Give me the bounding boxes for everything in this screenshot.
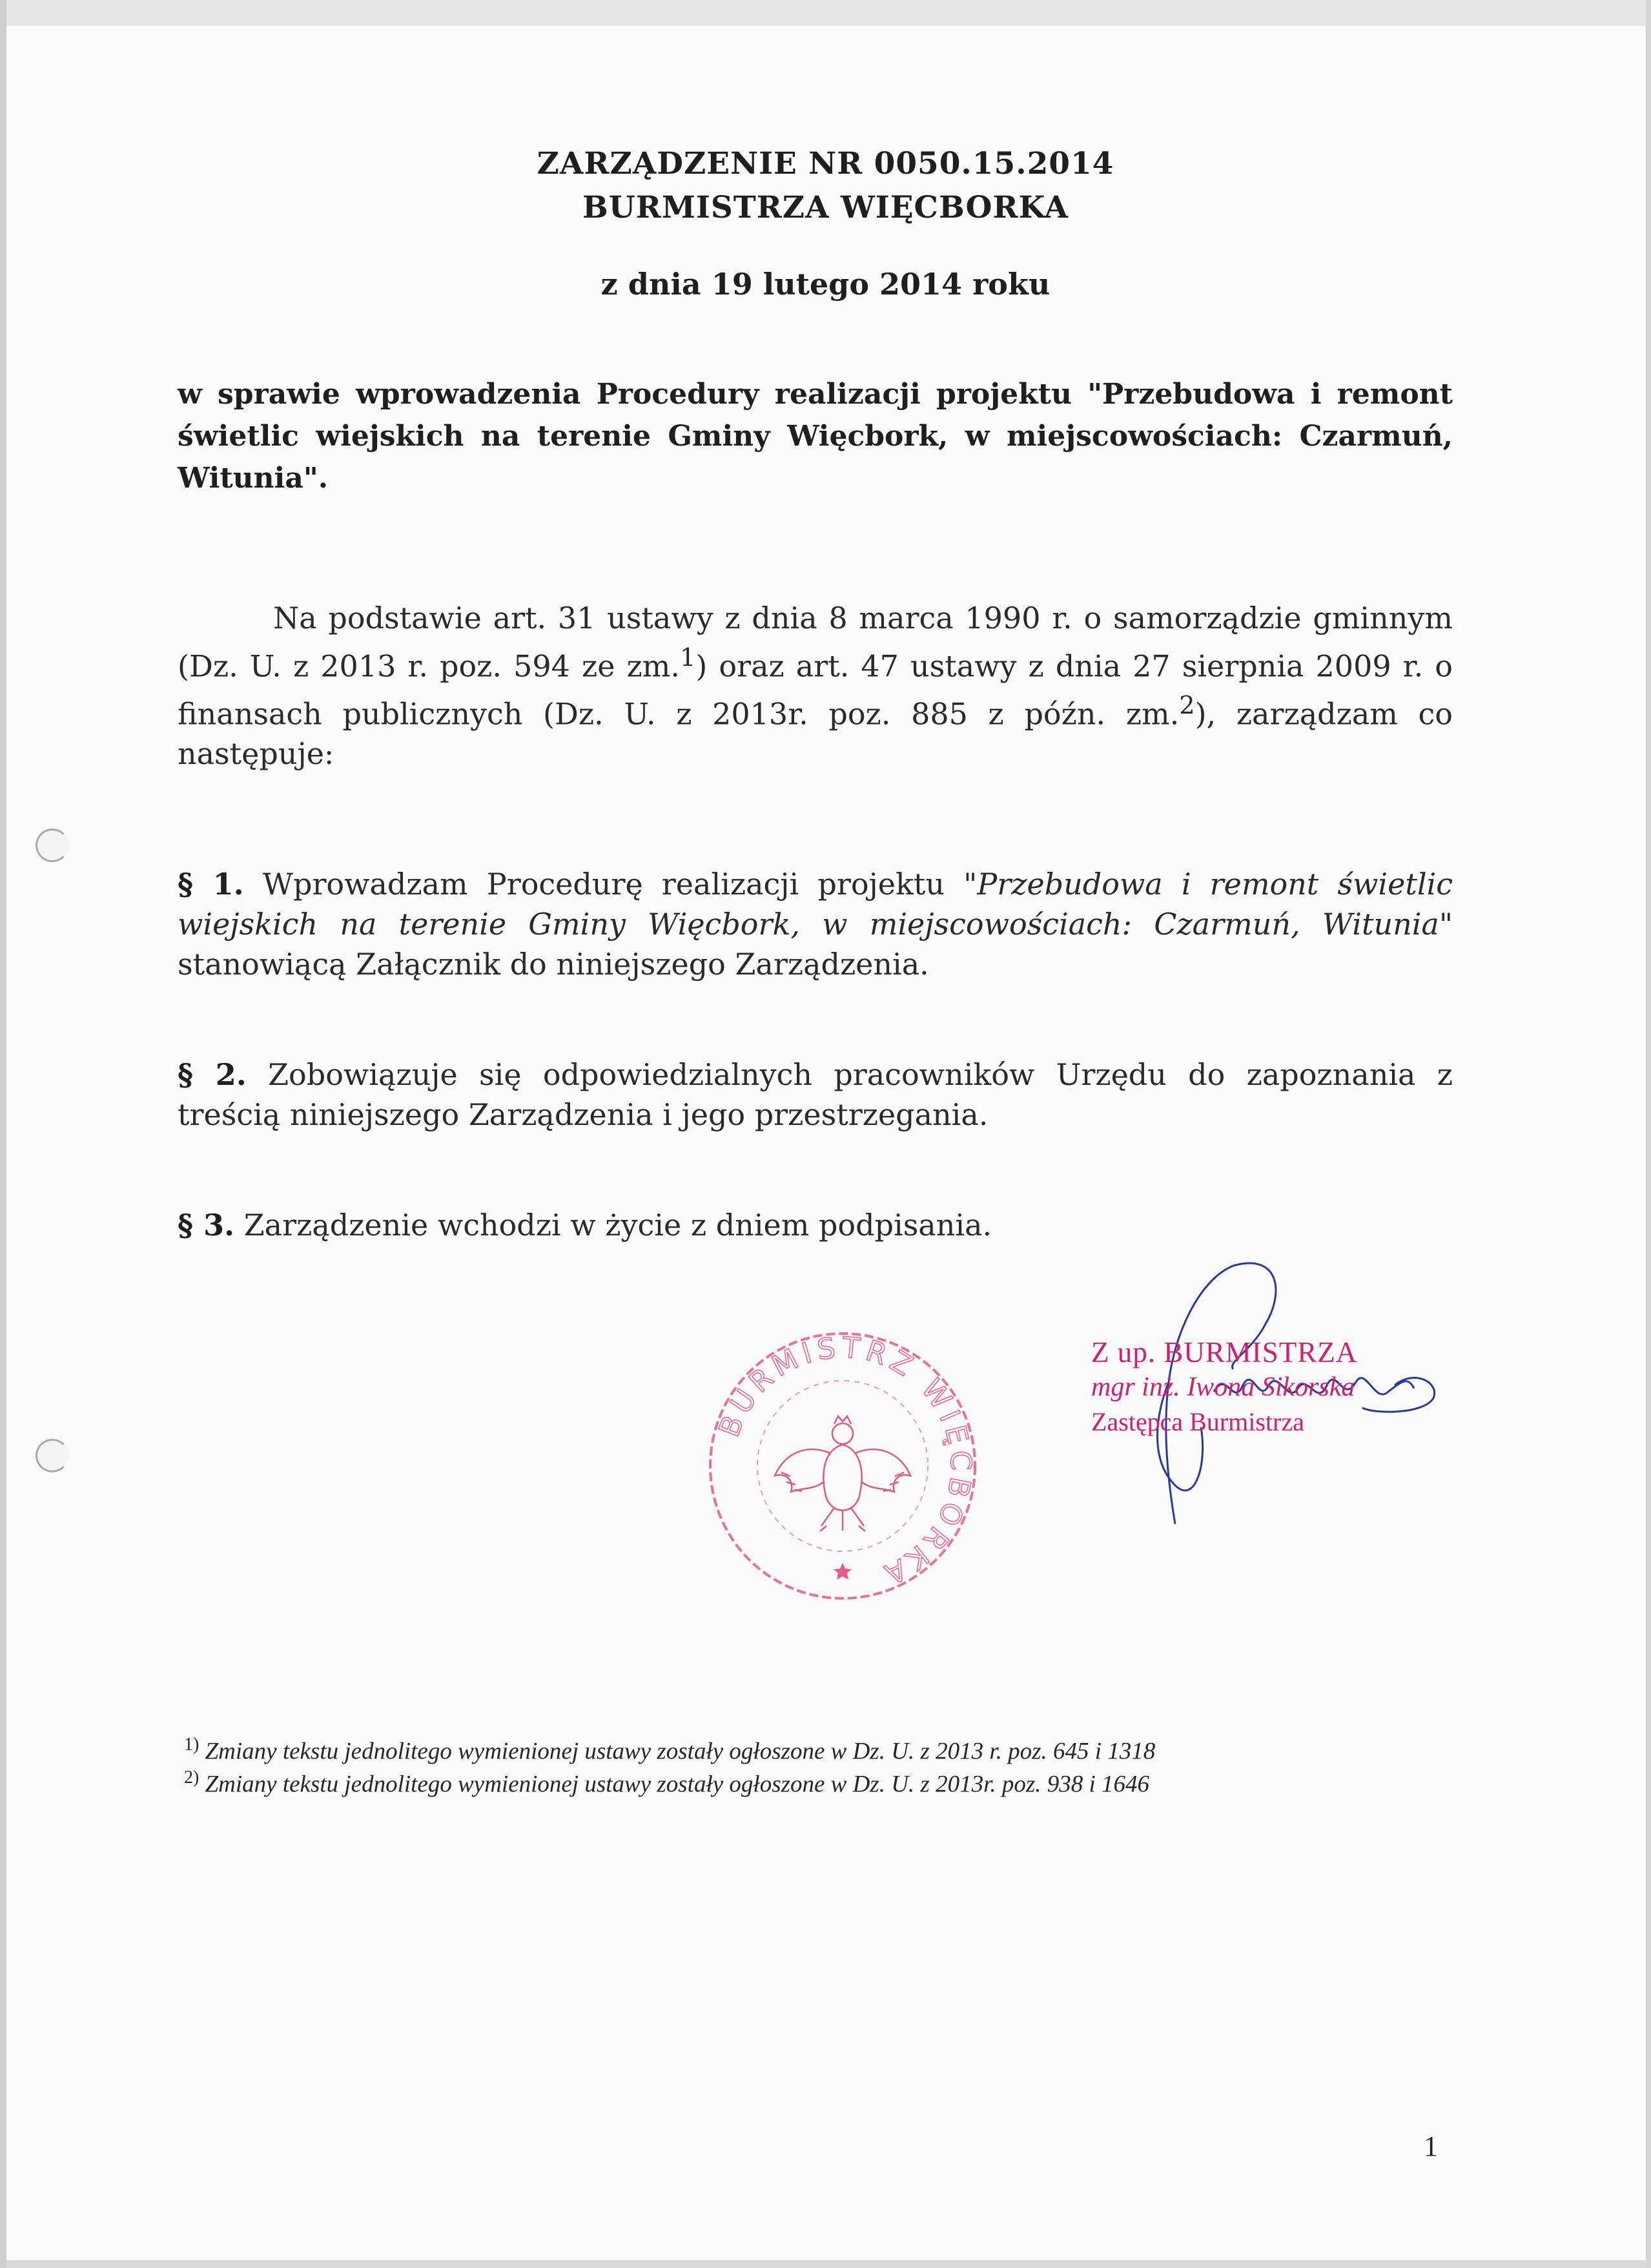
footnote-ref-1: 1 [679,643,696,672]
seal-text: BURMISTRZ WIĘCBORKA [712,1331,978,1593]
legal-basis-part2: ) oraz art. 47 ustawy z dnia 27 sierpnia 2009 r. o finansach publicznych (Dz. U. z 2013r. poz. 885 z późn. zm. [178,648,1453,732]
seal-graphic [697,1321,988,1611]
punch-hole-bottom [36,1439,69,1472]
paragraph-3 [178,1205,1453,1245]
paragraph-3-text: Zarządzenie wchodzi w życie z dniem podpisania. [243,1208,992,1242]
document-number: ZARZĄDZENIE NR 0050.15.2014 [537,146,1114,181]
legal-basis [178,599,1453,774]
paragraph-2-text: Zobowiązuje się odpowiedzialnych pracowników Urzędu do zapoznania z treścią niniejszego Zarządzenia i jego przestrzegania. [178,1057,1453,1132]
section-marker-1: § 1. [178,867,244,902]
svg-text:BURMISTRZ WIĘCBORKA [713,1331,978,1593]
paragraph-1-text-after: stanowiącą Załącznik do niniejszego Zarządzenia. [178,947,929,982]
signature-stamp [1091,1335,1453,1437]
section-marker-3: § 3. [178,1208,235,1242]
footnote-mark-1: 1) [184,1735,200,1755]
footnote-1 [184,1735,1411,1765]
paragraph-1 [178,864,1453,984]
issuer: BURMISTRZA WIĘCBORKA [582,190,1069,225]
legal-basis-part1: Na podstawie art. 31 ustawy z dnia 8 marca 1990 r. o samorządzie gminnym (Dz. U. z 2013 r. poz. 594 ze zm. [178,601,1453,684]
section-marker-2: § 2. [178,1057,247,1092]
subject-line: w sprawie wprowadzenia Procedury realizacji projektu "Przebudowa i remont świetlic wiejskich na terenie Gminy Więcbork, w miejscowościach: Czarmuń, Witunia". [178,378,1453,495]
paragraph-1-text-before: Wprowadzam Procedurę realizacji projektu [262,867,964,902]
project-title: "Przebudowa i remont świetlic wiejskich na terenie Gminy Więcbork, w miejscowościach: Czarmuń, Witunia" [178,867,1453,942]
document-page [5,26,1646,2260]
eagle-emblem [775,1416,910,1531]
scan-border-left [0,0,6,2268]
star-icon [834,1563,852,1580]
legal-basis-part3: ), zarządzam co następuje: [178,696,1453,771]
signatory-role: Zastępca Burmistrza [1091,1407,1304,1436]
footnote-1-text: Zmiany tekstu jednolitego wymienionej ustawy zostały ogłoszone w Dz. U. z 2013 r. poz. 645 i 1318 [205,1738,1156,1765]
footnote-2-text: Zmiany tekstu jednolitego wymienionej ustawy zostały ogłoszone w Dz. U. z 2013r. poz. 938 i 1646 [205,1771,1150,1798]
issue-date: z dnia 19 lutego 2014 roku [600,267,1051,302]
footnote-ref-2: 2 [1179,691,1195,721]
scan-border-right [1646,0,1651,2268]
footnote-2 [184,1768,1411,1798]
scan-border-top [0,0,1651,28]
signatory-name: mgr inż. Iwona Sikorska [1091,1372,1355,1402]
footnote-mark-2: 2) [184,1768,200,1788]
signature-authority: Z up. BURMISTRZA [1091,1336,1358,1368]
paragraph-2 [178,1055,1453,1135]
punch-hole-top [36,829,69,862]
page-number: 1 [1424,2130,1438,2162]
official-seal [697,1321,988,1611]
